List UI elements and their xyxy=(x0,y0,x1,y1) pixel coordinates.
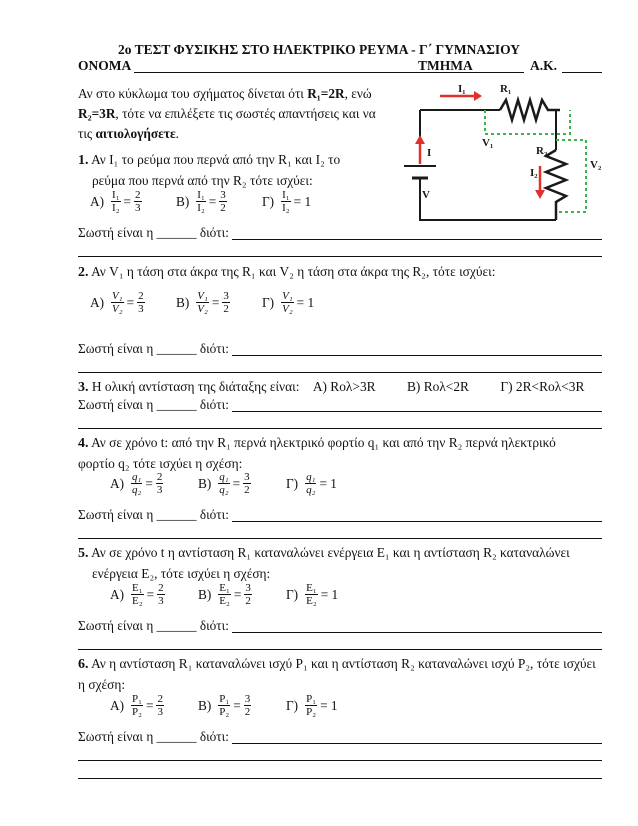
question-1 xyxy=(78,150,388,191)
fraction xyxy=(156,471,164,496)
numerator: V₁ xyxy=(112,290,123,302)
question-text: Αν σε χρόνο t η αντίσταση R₁ καταναλώνει ενέργεια E₁ και η αντίσταση R₂ καταναλώνει xyxy=(91,545,570,560)
denominator: 2 xyxy=(223,303,229,315)
numerator: E₁ xyxy=(132,582,143,594)
denominator: 3 xyxy=(157,706,163,718)
question-text: Αν η αντίσταση R₁ καταναλώνει ισχύ P₁ και η αντίσταση R₂ καταναλώνει ισχύ P₂, τότε ισχύει xyxy=(91,656,596,671)
fraction xyxy=(218,471,229,496)
question-2 xyxy=(78,262,602,283)
numerator: 3 xyxy=(223,290,229,302)
option-label: Γ) xyxy=(286,586,299,602)
option-label: Γ) xyxy=(262,193,275,209)
label-v2: V₂ xyxy=(590,159,602,171)
voltmeter-v1-path xyxy=(485,110,570,134)
denominator: I₂ xyxy=(282,202,290,214)
fraction xyxy=(305,582,318,607)
question-6 xyxy=(78,654,602,695)
numerator: E₁ xyxy=(219,582,230,594)
intro-r1: R₁=2R xyxy=(307,86,345,101)
numerator: I₁ xyxy=(112,189,120,201)
class-field[interactable] xyxy=(474,72,524,73)
label-v: V xyxy=(422,189,430,201)
numerator: P₁ xyxy=(132,693,142,705)
q5-answer-line[interactable]: Σωστή είναι η ______ διότι: xyxy=(78,618,229,633)
numerator: q₁ xyxy=(132,471,142,483)
id-field[interactable] xyxy=(562,72,602,73)
q4-answer-rule[interactable] xyxy=(232,521,602,522)
q4-answer-line[interactable]: Σωστή είναι η ______ διότι: xyxy=(78,507,229,522)
q6-option-b[interactable]: Β) $\frac{\text{P₁}}{\text{P₂}}$ = $\frac{3}{2}$ xyxy=(198,693,251,718)
numerator: q₁ xyxy=(219,471,229,483)
label-i2: I₂ xyxy=(530,167,538,179)
denominator: P₂ xyxy=(132,706,142,718)
fraction xyxy=(131,693,143,718)
numerator: 2 xyxy=(158,582,164,594)
intro-text xyxy=(78,84,388,144)
q2-answer-line[interactable]: Σωστή είναι η ______ διότι: xyxy=(78,341,229,356)
question-text: Αν I₁ το ρεύμα που περνά από την R₁ και I₂ το xyxy=(91,152,341,167)
denominator: E₂ xyxy=(132,595,143,607)
denominator: V₂ xyxy=(197,303,208,315)
question-5 xyxy=(78,543,602,584)
class-label: ΤΜΗΜΑ xyxy=(418,58,473,73)
intro-part: , τότε να επιλέξετε τις σωστές απαντήσεις και να xyxy=(115,106,376,121)
intro-justify: αιτιολογήσετε xyxy=(95,126,176,141)
value: 1 xyxy=(307,294,315,310)
numerator: 3 xyxy=(220,189,226,201)
value: 1 xyxy=(330,697,338,713)
label-r1: R₁ xyxy=(500,83,512,95)
numerator: 3 xyxy=(244,471,250,483)
numerator: 3 xyxy=(244,693,251,705)
q3-answer-rule[interactable] xyxy=(232,411,602,412)
label-i1: I₁ xyxy=(458,83,466,95)
option-label: Β) xyxy=(176,294,190,310)
label-i: I xyxy=(427,147,432,159)
q1-option-c[interactable]: Γ) $\frac{\text{I₁}}{\text{I₂}}$ = 1 xyxy=(262,189,312,214)
option-label: Α) xyxy=(110,697,125,713)
q5-answer-rule-2[interactable] xyxy=(78,649,602,650)
denominator: 3 xyxy=(138,303,144,315)
numerator: 2 xyxy=(138,290,144,302)
intro-part: . xyxy=(175,126,179,141)
q1-answer-line[interactable]: Σωστή είναι η ______ διότι: xyxy=(78,225,229,240)
q6-answer-line[interactable]: Σωστή είναι η ______ διότι: xyxy=(78,729,229,744)
q4-option-a[interactable]: Α) $\frac{\text{q₁}}{\text{q₂}}$ = $\frac{2}{3}$ xyxy=(110,471,163,496)
numerator: P₁ xyxy=(306,693,317,705)
denominator: E₂ xyxy=(219,595,230,607)
question-number: 4. xyxy=(78,436,89,451)
q1-answer-rule-2[interactable] xyxy=(78,256,602,257)
numerator: 2 xyxy=(157,693,163,705)
wire-bottom xyxy=(420,184,556,220)
value: 1 xyxy=(331,586,339,602)
denominator: V₂ xyxy=(282,303,293,315)
numerator: E₁ xyxy=(306,582,317,594)
voltmeter-v2-path xyxy=(556,140,586,212)
numerator: 2 xyxy=(135,189,141,201)
fraction xyxy=(134,189,142,214)
fraction xyxy=(196,290,209,315)
value: 1 xyxy=(304,193,312,209)
fraction xyxy=(111,189,121,214)
q3-answer-line[interactable]: Σωστή είναι η ______ διότι: xyxy=(78,397,229,412)
question-text: Αν σε χρόνο t: από την R₁ περνά ηλεκτρικό φορτίο q₁ και από την R₂ περνά ηλεκτρικό xyxy=(91,435,556,450)
numerator: V₁ xyxy=(197,290,208,302)
denominator: 3 xyxy=(156,484,163,496)
fraction xyxy=(157,582,165,607)
option-label: Β) xyxy=(198,586,212,602)
denominator: V₂ xyxy=(112,303,123,315)
q1-answer-rule[interactable] xyxy=(232,239,602,240)
option-label: Β) xyxy=(198,475,212,491)
q3-option-c[interactable]: Γ) 2R<Rολ<3R xyxy=(500,379,585,394)
denominator: I₂ xyxy=(197,202,205,214)
fraction xyxy=(305,693,317,718)
circuit-diagram xyxy=(390,80,610,230)
option-label: Α) xyxy=(90,193,105,209)
option-label: Γ) xyxy=(286,697,299,713)
q3-answer-rule-2[interactable] xyxy=(78,428,602,429)
numerator: 2 xyxy=(156,471,163,483)
option-label: Α) xyxy=(90,294,105,310)
fraction xyxy=(196,189,206,214)
numerator: I₁ xyxy=(282,189,290,201)
q6-answer-rule-3[interactable] xyxy=(78,778,602,779)
q5-option-b[interactable]: Β) $\frac{\text{E₁}}{\text{E₂}}$ = $\frac{3}{2}$ xyxy=(198,582,251,607)
intro-part: Αν στο κύκλωμα του σχήματος δίνεται ότι xyxy=(78,86,308,101)
option-label: Α) xyxy=(110,475,125,491)
denominator: E₂ xyxy=(306,595,317,607)
fraction xyxy=(131,471,142,496)
denominator: P₂ xyxy=(306,706,317,718)
numerator: q₁ xyxy=(306,471,316,483)
q1-option-b[interactable]: Β) $\frac{\text{I₁}}{\text{I₂}}$ = $\frac{3}{2}$ xyxy=(176,189,226,214)
option-label: Β) xyxy=(176,193,190,209)
question-text: ρεύμα που περνά από την R₂ τότε ισχύει: xyxy=(92,173,313,188)
question-number: 6. xyxy=(78,657,89,672)
question-text: ενέργεια E₂, τότε ισχύει η σχέση: xyxy=(92,566,271,581)
question-4 xyxy=(78,433,602,474)
denominator: 2 xyxy=(220,202,226,214)
numerator: I₁ xyxy=(197,189,205,201)
q6-option-a[interactable]: Α) $\frac{\text{P₁}}{\text{P₂}}$ = $\frac{2}{3}$ xyxy=(110,693,163,718)
question-3 xyxy=(78,377,602,398)
denominator: 3 xyxy=(135,202,141,214)
question-number: 1. xyxy=(78,153,89,168)
q4-option-b[interactable]: Β) $\frac{\text{q₁}}{\text{q₂}}$ = $\frac{3}{2}$ xyxy=(198,471,250,496)
q4-option-c[interactable]: Γ) $\frac{\text{q₁}}{\text{q₂}}$ = 1 xyxy=(286,471,337,496)
numerator: P₁ xyxy=(219,693,230,705)
question-number: 5. xyxy=(78,546,89,561)
fraction xyxy=(218,693,230,718)
intro-r2: R₂=3R xyxy=(78,106,116,121)
question-text: Αν V₁ η τάση στα άκρα της R₁ και V₂ η τάση στα άκρα της R₂, τότε ισχύει: xyxy=(91,264,496,279)
fraction xyxy=(243,471,251,496)
fraction xyxy=(137,290,145,315)
denominator: P₂ xyxy=(219,706,230,718)
fraction xyxy=(281,290,294,315)
q5-option-a[interactable]: Α) $\frac{\text{E₁}}{\text{E₂}}$ = $\frac{2}{3}$ xyxy=(110,582,164,607)
denominator: 2 xyxy=(245,595,251,607)
fraction xyxy=(156,693,164,718)
q1-option-a[interactable]: Α) $\frac{\text{I₁}}{\text{I₂}}$ = $\frac{2}{3}$ xyxy=(90,189,141,214)
denominator: I₂ xyxy=(112,202,120,214)
option-label: Β) xyxy=(198,697,212,713)
q6-option-c[interactable]: Γ) $\frac{\text{P₁}}{\text{P₂}}$ = 1 xyxy=(286,693,338,718)
fraction xyxy=(244,582,252,607)
q3-option-a[interactable]: Α) Rολ>3R xyxy=(312,379,376,394)
q5-answer-rule[interactable] xyxy=(232,632,602,633)
numerator: V₁ xyxy=(282,290,293,302)
q3-option-b[interactable]: Β) Rολ<2R xyxy=(406,379,469,394)
name-label: ΟΝΟΜΑ xyxy=(78,58,132,73)
intro-part: , ενώ xyxy=(344,86,372,101)
q2-answer-rule-2[interactable] xyxy=(78,372,602,373)
resistor-r2 xyxy=(546,150,566,220)
numerator: 3 xyxy=(245,582,251,594)
denominator: 3 xyxy=(158,595,164,607)
option-label: Α) xyxy=(110,586,125,602)
question-number: 3. xyxy=(78,380,89,395)
question-number: 2. xyxy=(78,265,89,280)
q4-answer-rule-2[interactable] xyxy=(78,538,602,539)
denominator: q₂ xyxy=(306,484,316,496)
q2-option-c[interactable]: Γ) $\frac{\text{V₁}}{\text{V₂}}$ = 1 xyxy=(262,290,315,315)
intro-part: τις xyxy=(78,126,96,141)
fraction xyxy=(222,290,230,315)
question-text: φορτίο q₂ τότε ισχύει η σχέση: xyxy=(78,456,243,471)
fraction xyxy=(111,290,124,315)
label-v1: V₁ xyxy=(482,137,494,149)
q6-answer-rule-2[interactable] xyxy=(78,760,602,761)
fraction xyxy=(219,189,227,214)
page-title: 2ο ΤΕΣΤ ΦΥΣΙΚΗΣ ΣΤΟ ΗΛΕΚΤΡΙΚΟ ΡΕΥΜΑ - Γ΄ ΓΥΜΝΑΣΙΟΥ xyxy=(117,42,521,57)
id-label: Α.Κ. xyxy=(530,58,557,73)
fraction xyxy=(218,582,231,607)
question-text: Η ολική αντίσταση της διάταξης είναι: xyxy=(91,379,300,394)
q2-option-a[interactable]: Α) $\frac{\text{V₁}}{\text{V₂}}$ = $\frac{2}{3}$ xyxy=(90,290,144,315)
denominator: 2 xyxy=(244,484,250,496)
option-label: Γ) xyxy=(286,475,299,491)
fraction xyxy=(281,189,291,214)
q2-answer-rule[interactable] xyxy=(232,355,602,356)
question-text: η σχέση: xyxy=(78,677,126,692)
denominator: 2 xyxy=(244,706,251,718)
fraction xyxy=(131,582,144,607)
value: 1 xyxy=(330,475,337,491)
fraction xyxy=(244,693,252,718)
q2-option-b[interactable]: Β) $\frac{\text{V₁}}{\text{V₂}}$ = $\frac{3}{2}$ xyxy=(176,290,229,315)
denominator: q₂ xyxy=(132,484,142,496)
option-label: Γ) xyxy=(262,294,275,310)
denominator: q₂ xyxy=(219,484,229,496)
fraction xyxy=(305,471,316,496)
q5-option-c[interactable]: Γ) $\frac{\text{E₁}}{\text{E₂}}$ = 1 xyxy=(286,582,339,607)
label-r2: R₂ xyxy=(536,145,548,157)
q6-answer-rule[interactable] xyxy=(232,743,602,744)
